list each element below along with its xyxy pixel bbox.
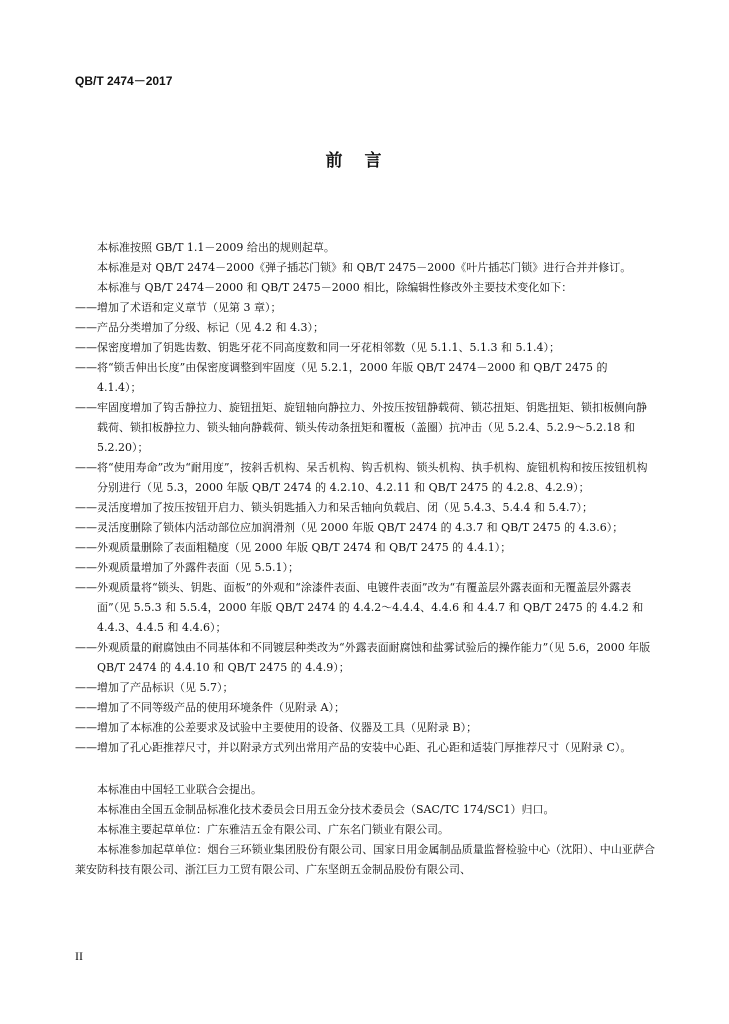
change-item: ——将“使用寿命”改为“耐用度”，按斜舌机构、呆舌机构、钩舌机构、锁头机构、执手机构、旋钮机构和按压按钮机构分别进行（见 5.3，2000 年版 QB/T 2474 的 4.2.10、4.2.11 和 QB/T 2475 的 4.2.8、4.2.9）； bbox=[75, 461, 648, 494]
document-body bbox=[75, 238, 655, 880]
intro-paragraph: 本标准是对 QB/T 2474－2000《弹子插芯门锁》和 QB/T 2475－2000《叶片插芯门锁》进行合并并修订。 bbox=[97, 261, 632, 274]
change-item: ——产品分类增加了分级、标记（见 4.2 和 4.3）； bbox=[75, 321, 324, 334]
change-item: ——增加了产品标识（见 5.7）； bbox=[75, 681, 234, 694]
change-item: ——外观质量删除了表面粗糙度（见 2000 年版 QB/T 2474 和 QB/T 2475 的 4.4.1）； bbox=[75, 541, 512, 554]
closing-paragraph: 本标准主要起草单位：广东雅洁五金有限公司、广东名门锁业有限公司。 bbox=[97, 823, 449, 836]
page-number: II bbox=[75, 949, 83, 963]
change-item: ——增加了孔心距推荐尺寸，并以附录方式列出常用产品的安装中心距、孔心距和适装门厚推荐尺寸（见附录 C）。 bbox=[75, 741, 632, 754]
change-item: ——外观质量增加了外露件表面（见 5.5.1）； bbox=[75, 561, 299, 574]
intro-paragraph: 本标准按照 GB/T 1.1－2009 给出的规则起草。 bbox=[97, 241, 335, 254]
change-item: ——灵活度删除了锁体内活动部位应加润滑剂（见 2000 年版 QB/T 2474 的 4.3.7 和 QB/T 2475 的 4.3.6）； bbox=[75, 521, 624, 534]
closing-paragraph: 本标准参加起草单位：烟台三环锁业集团股份有限公司、国家日用金属制品质量监督检验中心（沈阳）、中山亚萨合莱安防科技有限公司、浙江巨力工贸有限公司、广东坚朗五金制品股份有限公司、 bbox=[75, 843, 655, 876]
change-item: ——增加了术语和定义章节（见第 3 章）； bbox=[75, 301, 282, 314]
change-item: ——牢固度增加了钩舌静拉力、旋钮扭矩、旋钮轴向静拉力、外按压按钮静载荷、锁芯扭矩、钥匙扭矩、锁扣板侧向静载荷、锁扣板静拉力、锁头轴向静载荷、锁头传动条扭矩和覆板（盖圈）抗冲击（见 5.2.4、5.2.9～5.2.18 和 5.2.20）； bbox=[75, 401, 647, 454]
change-item: ——增加了不同等级产品的使用环境条件（见附录 A）； bbox=[75, 701, 345, 714]
change-item: ——增加了本标准的公差要求及试验中主要使用的设备、仪器及工具（见附录 B）； bbox=[75, 721, 478, 734]
closing-paragraph: 本标准由中国轻工业联合会提出。 bbox=[97, 783, 262, 796]
intro-paragraph: 本标准与 QB/T 2474－2000 和 QB/T 2475－2000 相比，除编辑性修改外主要技术变化如下： bbox=[97, 281, 573, 294]
change-item: ——灵活度增加了按压按钮开启力、锁头钥匙插入力和呆舌轴向负载启、闭（见 5.4.3、5.4.4 和 5.4.7）； bbox=[75, 501, 593, 514]
closing-paragraph: 本标准由全国五金制品标准化技术委员会日用五金分技术委员会（SAC/TC 174/SC1）归口。 bbox=[97, 803, 555, 816]
change-item: ——外观质量将“锁头、钥匙、面板”的外观和“涂漆件表面、电镀件表面”改为“有覆盖层外露表面和无覆盖层外露表面”（见 5.5.3 和 5.5.4，2000 年版 QB/T 2474 的 4.4.2～4.4.4、4.4.6 和 4.4.7 和 QB/T 2475 的 4.4.2 和 4.4.3、4.4.5 和 4.4.6）； bbox=[75, 581, 644, 634]
standard-number: QB/T 2474－2017 bbox=[75, 74, 173, 88]
page-title: 前言 bbox=[325, 151, 404, 171]
change-item: ——外观质量的耐腐蚀由不同基体和不同镀层种类改为“外露表面耐腐蚀和盐雾试验后的操作能力”（见 5.6，2000 年版 QB/T 2474 的 4.4.10 和 QB/T 2475 的 4.4.9）； bbox=[75, 641, 651, 674]
change-item: ——将“锁舌伸出长度”由保密度调整到牢固度（见 5.2.1，2000 年版 QB/T 2474－2000 和 QB/T 2475 的 4.1.4）； bbox=[75, 361, 608, 394]
change-item: ——保密度增加了钥匙齿数、钥匙牙花不同高度数和同一牙花相邻数（见 5.1.1、5.1.3 和 5.1.4）； bbox=[75, 341, 560, 354]
